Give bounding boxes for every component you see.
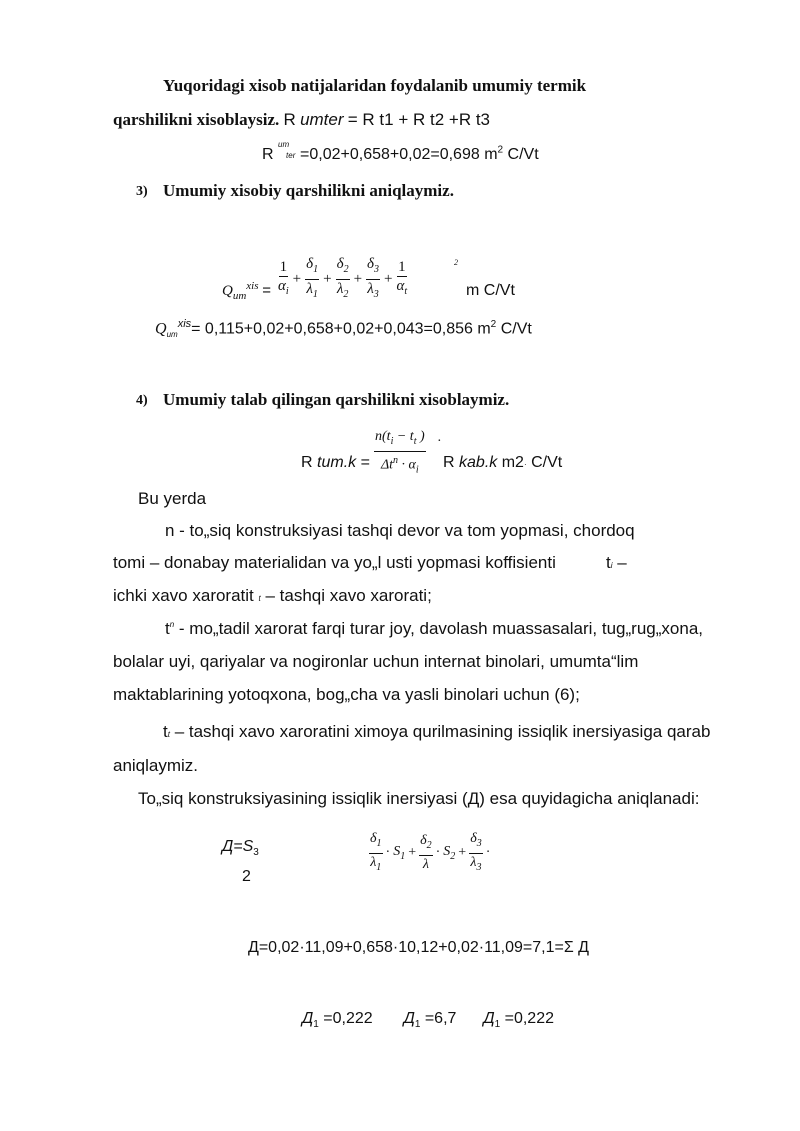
dt-line-2: bolalar uyi, qariyalar va nogironlar uchun internat binolari, umumta“lim [113, 652, 639, 671]
eq5-two: 2 [242, 868, 251, 885]
eq2-term-5: $\frac{1}{\alpha_t}$ [396, 259, 408, 297]
eq4-rhs: R kab.k m2· C/Vt [443, 454, 563, 471]
eq4-dot: · [437, 434, 442, 449]
eq2-term-2: $\frac{\delta_1}{\lambda_1}$ [306, 256, 319, 300]
eq5-term-1: $\frac{\delta_1}{\lambda_1}$ [370, 831, 382, 873]
eq2-term-4: $\frac{\delta_3}{\lambda_3}$ [367, 256, 380, 300]
eq4-fraction: $\frac{n(t_i - t_t )}{\Delta t^n \cdot \alpha_i}$ [375, 429, 425, 476]
eq2-term-1: $\frac{1}{\alpha_i}$ [278, 259, 289, 297]
intro-line-1: Yuqoridagi xisob natijalaridan foydalanib umumiy termik [163, 76, 587, 95]
section-3-number: 3) [136, 184, 148, 199]
section-4-heading: Umumiy talab qilingan qarshilikni xisoblaymiz. [163, 390, 510, 409]
equation-q-umxis: $Q_{um}^{xis}= 0,115+0,02+0,658+0,02+0,043=0,856$ $m^2$ C/Vt [155, 318, 532, 340]
t-i-label: ti – [606, 553, 627, 572]
eq2-sum: $\frac{1}{\alpha_i}$ + $\frac{\delta_1}{\lambda_1}$ + $\frac{\delta_2}{\lambda_2}$ + $\frac{\delta_3}{\lambda_3}$ + $\frac{1}{\alpha_t}$ [278, 255, 407, 304]
eq5-term-3: $\frac{\delta_3}{\lambda_3}$ [470, 831, 482, 873]
eq4-lhs: R tum.k = [301, 454, 370, 471]
eq5-sum: $\frac{\delta_1}{\lambda_1}$ · $S_1$ + $\frac{\delta_2}{\lambda}$ · $S_2$ + $\frac{\delta_3}{\lambda_3}$ · [369, 830, 490, 877]
eq2-unit: m C/Vt [466, 282, 515, 299]
intro-line-2: qarshilikni xisoblaysiz. R umter = R t1 + R t2 +R t3 [113, 110, 490, 129]
eq6-inertia-calc: Д=0,02·11,09+0,658·10,12+0,02·11,09=7,1=Σ Д [248, 939, 590, 956]
eq2-term-3: $\frac{\delta_2}{\lambda_2}$ [336, 256, 349, 300]
bu-yerda: Bu yerda [138, 489, 207, 508]
section-3-heading: Umumiy xisobiy qarshilikni aniqlaymiz. [163, 181, 454, 200]
eq2-lhs: $Q_{um}^{xis}$ = [222, 280, 272, 302]
dt-line-1: $t^n$ - mo„tadil xarorat farqi turar joy, davolash muassasalari, tug„rug„xona, [165, 619, 703, 638]
n-line-1: n - to„siq konstruksiyasi tashqi devor va tom yopmasi, chordoq [165, 521, 635, 540]
tt-line-1: tt – tashqi xavo xaroratini ximoya qurilmasining issiqlik inersiyasiga qarab [163, 722, 711, 741]
eq5-term-2: $\frac{\delta_2}{\lambda}$ [420, 833, 432, 873]
dt-line-3: maktablarining yotoqxona, bog„cha va yasli binolari uchun (6); [113, 685, 580, 704]
equation-r-umter: R um ter =0,02+0,658+0,02=0,698 $m^2$ C/Vt [262, 140, 539, 163]
line-3: ichki xavo xaroratit t – tashqi xavo xarorati; [113, 586, 432, 605]
inertia-line: To„siq konstruksiyasining issiqlik inersiyasi (Д) esa quyidagicha aniqlanadi: [138, 789, 700, 808]
n-line-2: tomi – donabay materialidan va yo„l usti yopmasi koffisienti [113, 553, 556, 572]
tt-line-2: aniqlaymiz. [113, 756, 199, 775]
eq5-lhs: $Д=S_3$ [222, 838, 259, 859]
section-4-number: 4) [136, 393, 148, 408]
eq7-values: $Д_1 =0,222$ $Д_1 =6,7$ $Д_1 =0,222$ [302, 1010, 554, 1031]
eq2-tail-mark: 2 [454, 258, 458, 267]
